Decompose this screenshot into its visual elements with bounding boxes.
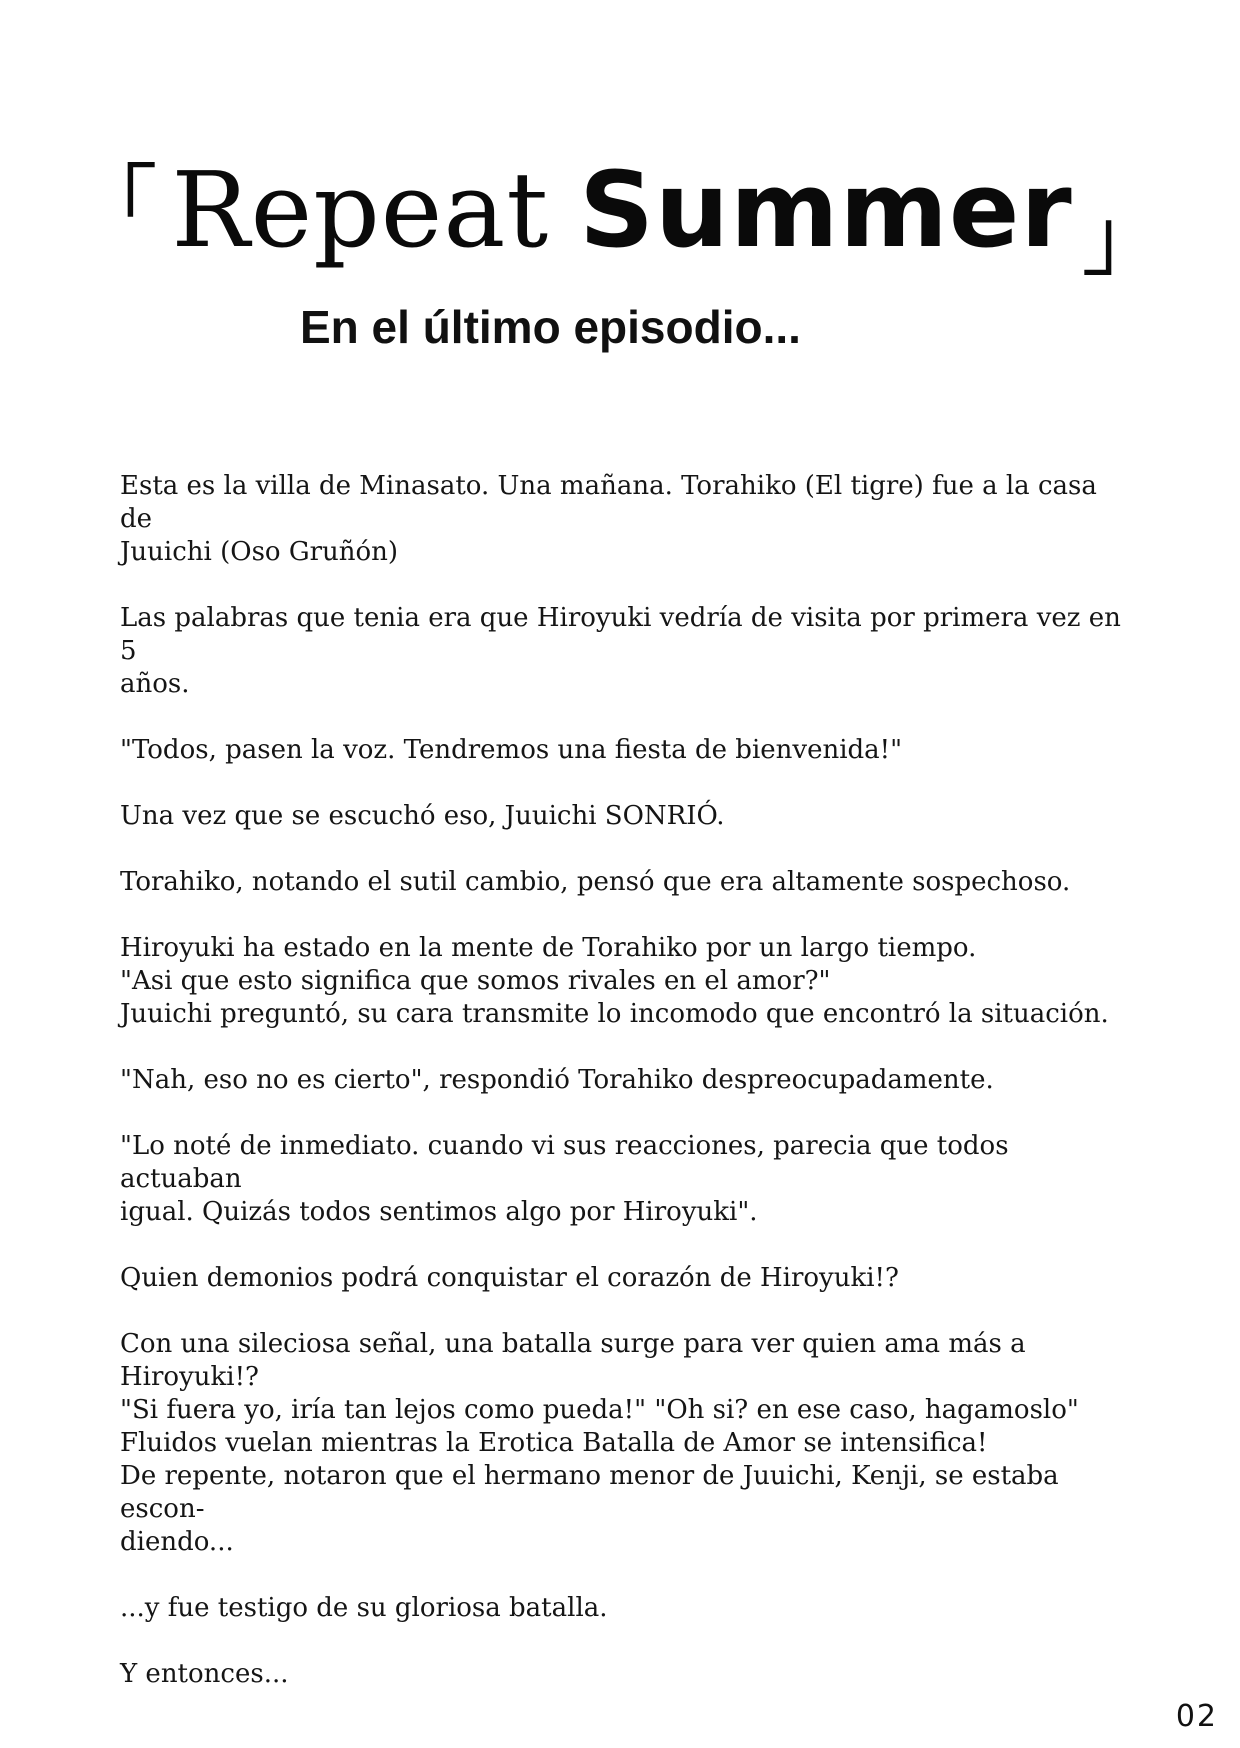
story-line: años. — [120, 669, 190, 699]
story-paragraph — [120, 1658, 1130, 1691]
story-line: Torahiko, notando el sutil cambio, pensó que era altamente sospechoso. — [120, 867, 1071, 897]
story-line: Fluidos vuelan mientras la Erotica Batalla de Amor se intensifica! — [120, 1428, 988, 1458]
page-number: 02 — [1175, 1699, 1218, 1734]
story-line: De repente, notaron que el hermano menor de Juuichi, Kenji, se estaba escon- — [120, 1461, 1059, 1524]
story-paragraph — [120, 1064, 1130, 1097]
story-paragraph — [120, 932, 1130, 1031]
story-line: "Asi que esto significa que somos rivales en el amor?" — [120, 966, 831, 996]
story-paragraph — [120, 734, 1130, 767]
story-paragraph — [120, 1328, 1130, 1559]
story-line: Juuichi preguntó, su cara transmite lo incomodo que encontró la situación. — [120, 999, 1109, 1029]
title-word-summer: Summer — [579, 149, 1073, 271]
story-line: Quien demonios podrá conquistar el corazón de Hiroyuki!? — [120, 1263, 899, 1293]
title-word-repeat: Repeat — [171, 149, 550, 271]
story-line: Esta es la villa de Minasato. Una mañana. Torahiko (El tigre) fue a la casa de — [120, 471, 1097, 534]
story-line: "Si fuera yo, iría tan lejos como pueda!" "Oh si? en ese caso, hagamoslo" — [120, 1395, 1079, 1425]
story-paragraph — [120, 866, 1130, 899]
story-line: Hiroyuki ha estado en la mente de Torahiko por un largo tiempo. — [120, 933, 977, 963]
title-close-bracket: 」 — [1082, 192, 1164, 286]
story-text — [120, 470, 1130, 1724]
story-line: Una vez que se escuchó eso, Juuichi SONRIÓ. — [120, 801, 725, 831]
subtitle: En el último episodio... — [300, 301, 801, 353]
story-paragraph — [120, 470, 1130, 569]
story-line: "Nah, eso no es cierto", respondió Torahiko despreocupadamente. — [120, 1065, 994, 1095]
story-line: Las palabras que tenia era que Hiroyuki vedría de visita por primera vez en 5 — [120, 603, 1121, 666]
story-paragraph — [120, 1592, 1130, 1625]
story-paragraph — [120, 602, 1130, 701]
story-paragraph — [120, 800, 1130, 833]
page-title — [76, 140, 1164, 286]
story-line: Juuichi (Oso Gruñón) — [120, 537, 399, 567]
story-paragraph — [120, 1130, 1130, 1229]
story-line: igual. Quizás todos sentimos algo por Hiroyuki". — [120, 1197, 758, 1227]
story-line: Con una sileciosa señal, una batalla surge para ver quien ama más a Hiroyuki!? — [120, 1329, 1026, 1392]
story-line: diendo... — [120, 1527, 234, 1557]
story-paragraph — [120, 1262, 1130, 1295]
story-line: "Lo noté de inmediato. cuando vi sus reacciones, parecia que todos actuaban — [120, 1131, 1009, 1194]
story-line: Y entonces... — [120, 1659, 289, 1689]
title-open-bracket: 「 — [76, 156, 158, 250]
story-line: "Todos, pasen la voz. Tendremos una fiesta de bienvenida!" — [120, 735, 903, 765]
story-line: ...y fue testigo de su gloriosa batalla. — [120, 1593, 608, 1623]
